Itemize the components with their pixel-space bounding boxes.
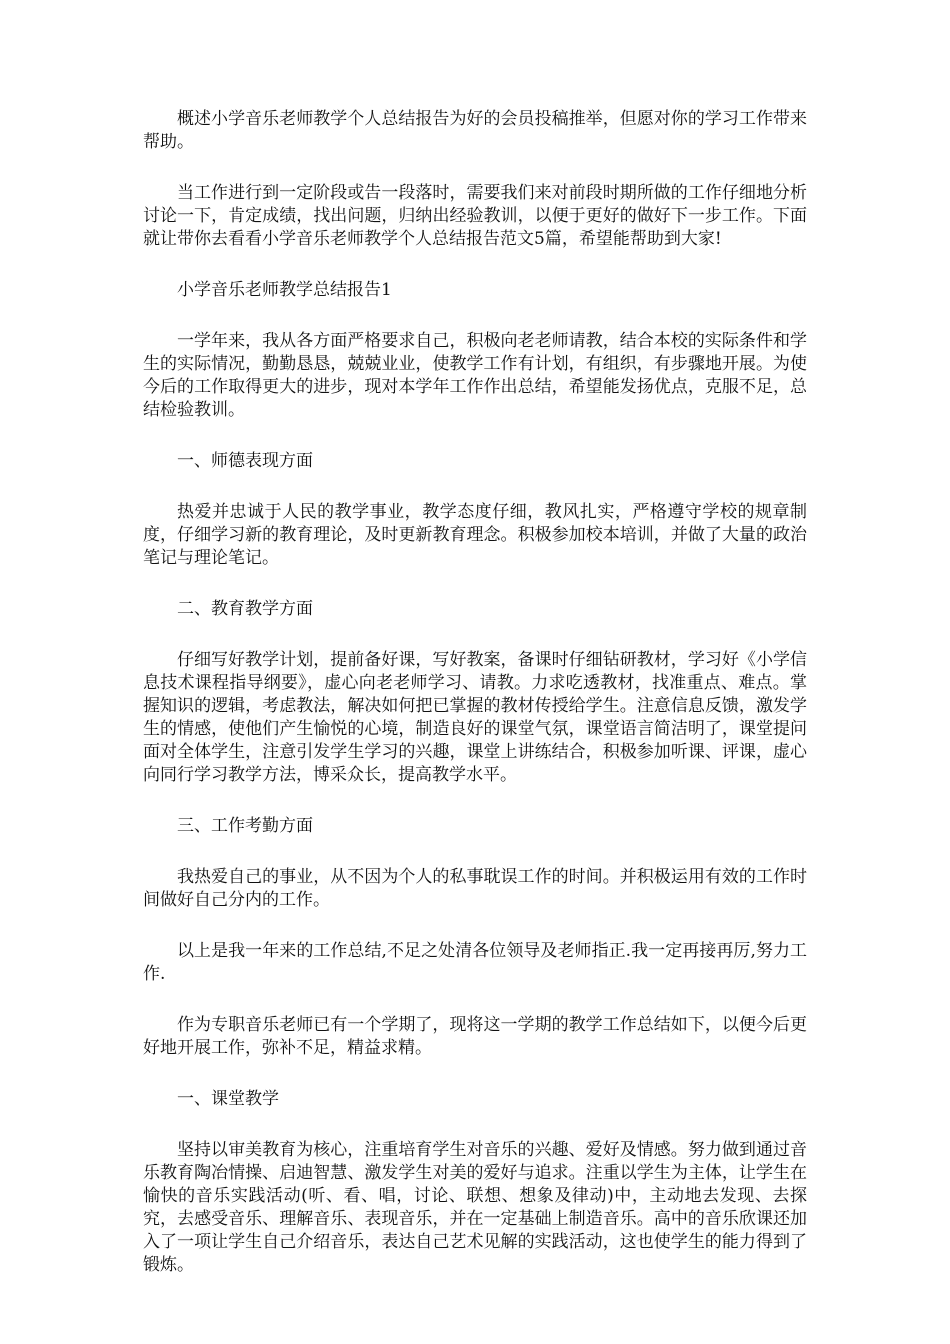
body-paragraph: 我热爱自己的事业，从不因为个人的私事耽误工作的时间。并积极运用有效的工作时间做好自己分内的工作。 xyxy=(143,867,807,910)
body-paragraph: 以上是我一年来的工作总结,不足之处清各位领导及老师指正.我一定再接再厉,努力工作. xyxy=(143,941,807,984)
body-paragraph: 坚持以审美教育为核心，注重培育学生对音乐的兴趣、爱好及情感。努力做到通过音乐教育陶冶情操、启迪智慧、激发学生对美的爱好与追求。注重以学生为主体，让学生在愉快的音乐实践活动(听、看、唱，讨论、联想、想象及律动)中，主动地去发现、去探究，去感受音乐、理解音乐、表现音乐，并在一定基础上制造音乐。高中的音乐欣课还加入了一项让学生自己介绍音乐，表达自己艺术见解的实践活动，这也使学生的能力得到了锻炼。 xyxy=(143,1140,807,1275)
body-paragraph: 仔细写好教学计划，提前备好课，写好教案，备课时仔细钻研教材，学习好《小学信息技术课程指导纲要》，虚心向老老师学习、请教。力求吃透教材，找准重点、难点。掌握知识的逻辑，考虑教法，解决如何把已掌握的教材传授给学生。注意信息反馈，激发学生的情感，使他们产生愉悦的心境，制造良好的课堂气氛，课堂语言简洁明了，课堂提问面对全体学生，注意引发学生学习的兴趣，课堂上讲练结合，积极参加听课、评课，虚心向同行学习教学方法，博采众长，提高教学水平。 xyxy=(143,650,807,785)
section-heading-attendance: 三、工作考勤方面 xyxy=(177,816,313,836)
intro-paragraph: 概述小学音乐老师教学个人总结报告为好的会员投稿推举，但愿对你的学习工作带来帮助。 xyxy=(143,109,807,152)
body-paragraph: 一学年来，我从各方面严格要求自己，积极向老老师请教，结合本校的实际条件和学生的实际情况，勤勤恳恳，兢兢业业，使教学工作有计划，有组织，有步骤地开展。为使今后的工作取得更大的进步，现对本学年工作作出总结，希望能发扬优点，克服不足，总结检验教训。 xyxy=(143,331,807,420)
report-title: 小学音乐老师教学总结报告1 xyxy=(177,280,392,300)
section-heading-classroom: 一、课堂教学 xyxy=(177,1089,279,1109)
body-paragraph: 作为专职音乐老师已有一个学期了，现将这一学期的教学工作总结如下，以便今后更好地开展工作，弥补不足，精益求精。 xyxy=(143,1015,807,1058)
body-paragraph: 热爱并忠诚于人民的教学事业，教学态度仔细，教风扎实，严格遵守学校的规章制度，仔细学习新的教育理论，及时更新教育理念。积极参加校本培训，并做了大量的政治笔记与理论笔记。 xyxy=(143,502,807,568)
preface-paragraph: 当工作进行到一定阶段或告一段落时，需要我们来对前段时期所做的工作仔细地分析讨论一下，肯定成绩，找出问题，归纳出经验教训，以便于更好的做好下一步工作。下面就让带你去看看小学音乐老师教学个人总结报告范文5篇，希望能帮助到大家! xyxy=(143,183,807,249)
section-heading-teaching: 二、教育教学方面 xyxy=(177,599,313,619)
section-heading-ethics: 一、师德表现方面 xyxy=(177,451,313,471)
